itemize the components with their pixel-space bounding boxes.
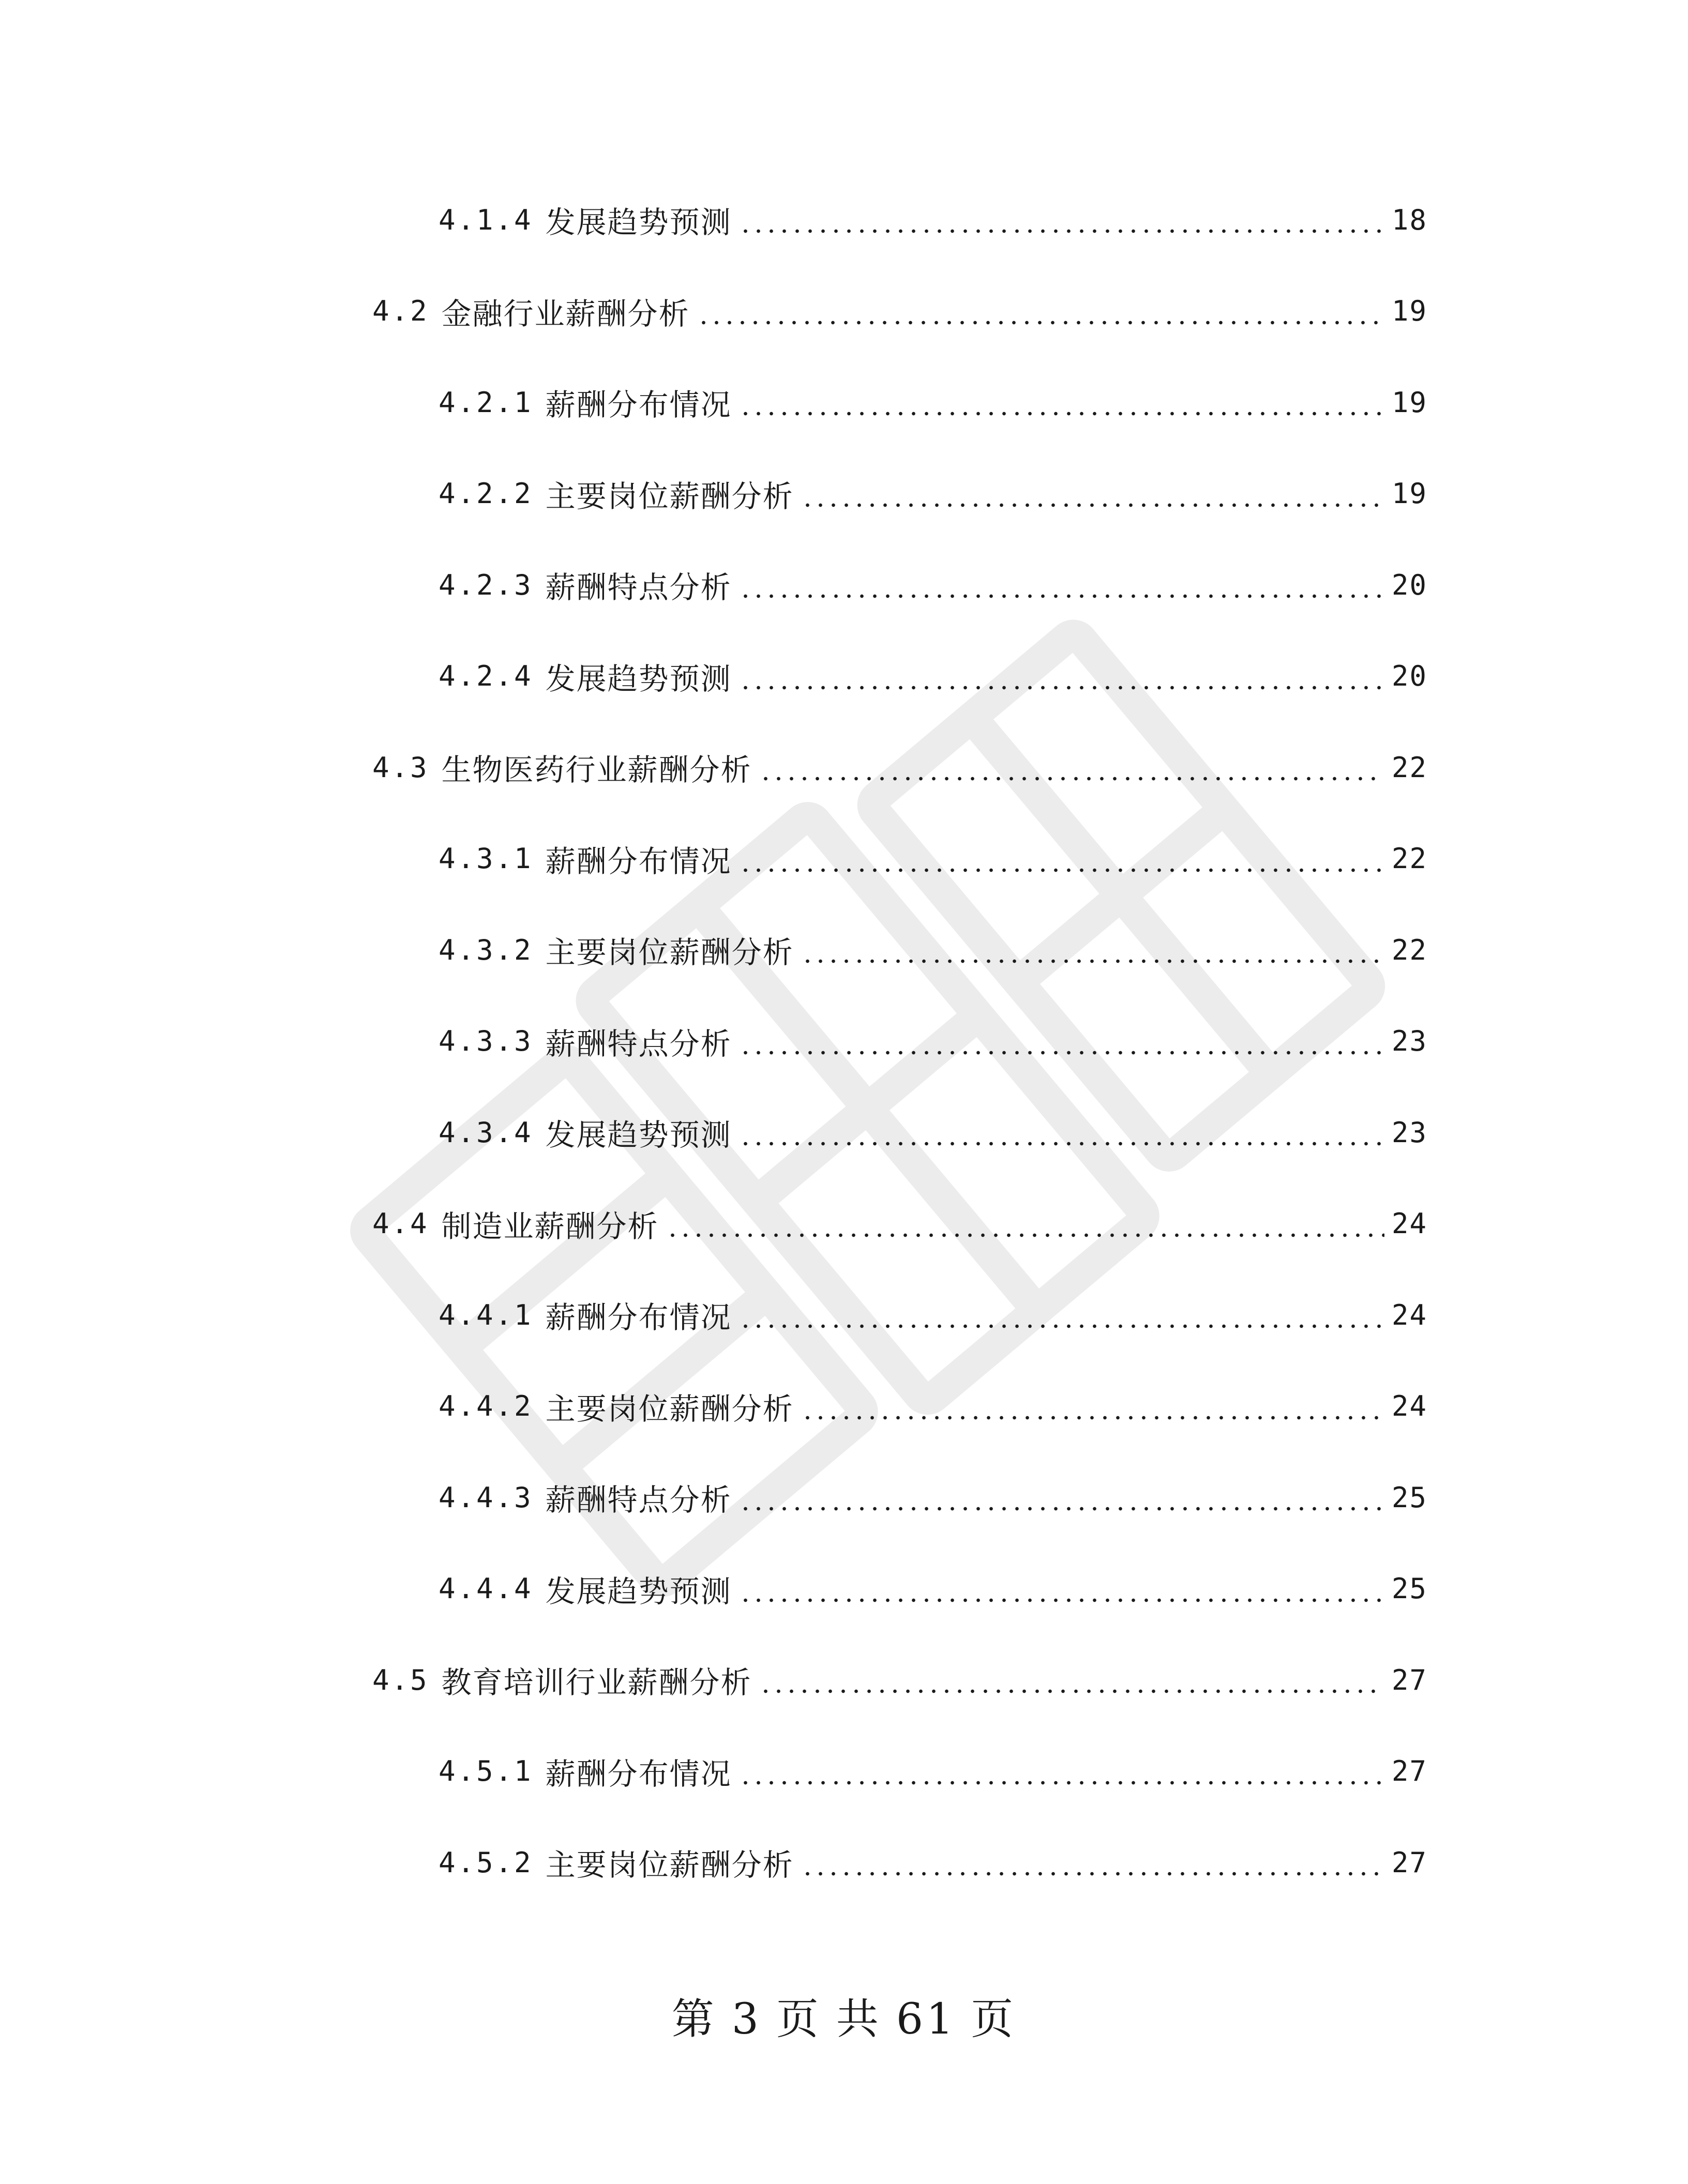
toc-entry-title: 主要岗位薪酬分析 [545, 1391, 794, 1427]
toc-entry-page-number: 23 [1391, 1116, 1427, 1149]
toc-entry[interactable] [372, 1654, 1427, 1706]
toc-dot-leader [739, 569, 1384, 600]
toc-entry-title: 薪酬分布情况 [545, 1756, 732, 1792]
page-footer [0, 1985, 1688, 2046]
toc-entry-number: 4.4.2 [439, 1390, 533, 1422]
toc-entry-title: 制造业薪酬分析 [441, 1208, 659, 1244]
toc-entry[interactable] [439, 1746, 1427, 1797]
toc-entry-number: 4.4 [372, 1207, 429, 1240]
toc-entry-title: 生物医药行业薪酬分析 [441, 752, 752, 787]
toc-entry-number: 4.4.4 [439, 1572, 533, 1605]
toc-entry-title: 薪酬特点分析 [545, 1482, 732, 1518]
toc-entry-title: 发展趋势预测 [545, 661, 732, 696]
toc-entry-title: 主要岗位薪酬分析 [545, 478, 794, 514]
toc-entry-page-number: 27 [1391, 1663, 1427, 1696]
toc-dot-leader [801, 1847, 1384, 1878]
toc-entry-number: 4.2 [372, 295, 429, 327]
toc-dot-leader [801, 478, 1384, 509]
toc-entry-title: 薪酬分布情况 [545, 1300, 732, 1335]
toc-entry-number: 4.2.2 [439, 477, 533, 510]
toc-entry-number: 4.3.2 [439, 933, 533, 966]
toc-dot-leader [739, 1573, 1384, 1604]
toc-entry-title: 薪酬分布情况 [545, 843, 732, 879]
toc-entry-title: 主要岗位薪酬分析 [545, 935, 794, 970]
toc-entry-page-number: 18 [1391, 203, 1427, 236]
toc-entry-number: 4.3.4 [439, 1116, 533, 1149]
toc-dot-leader [739, 661, 1384, 692]
toc-dot-leader [739, 1482, 1384, 1513]
toc-entry-number: 4.5.2 [439, 1846, 533, 1879]
footer-prefix: 第 [671, 1995, 717, 2044]
toc-entry-number: 4.5 [372, 1663, 429, 1696]
toc-entry[interactable] [439, 1015, 1427, 1067]
toc-entry-page-number: 20 [1391, 660, 1427, 692]
toc-dot-leader [739, 387, 1384, 418]
toc-entry-page-number: 20 [1391, 568, 1427, 601]
toc-entry-page-number: 25 [1391, 1481, 1427, 1514]
toc-entry[interactable] [439, 833, 1427, 885]
toc-entry-title: 薪酬分布情况 [545, 387, 732, 422]
toc-entry-number: 4.5.1 [439, 1755, 533, 1787]
toc-entry-page-number: 27 [1391, 1846, 1427, 1879]
toc-entry-number: 4.2.4 [439, 660, 533, 692]
toc-entry-page-number: 19 [1391, 386, 1427, 419]
toc-entry-page-number: 25 [1391, 1572, 1427, 1605]
toc-entry[interactable] [439, 376, 1427, 428]
footer-total-word: 共 [836, 1995, 882, 2044]
footer-suffix: 页 [971, 1995, 1017, 2044]
toc-entry-number: 4.3.3 [439, 1025, 533, 1057]
toc-entry-title: 薪酬特点分析 [545, 570, 732, 605]
toc-dot-leader [759, 1664, 1384, 1695]
toc-entry-page-number: 24 [1391, 1390, 1427, 1422]
toc-entry[interactable] [439, 468, 1427, 520]
toc-entry-page-number: 24 [1391, 1298, 1427, 1331]
toc-entry-number: 4.4.1 [439, 1298, 533, 1331]
toc-entry-title: 发展趋势预测 [545, 1573, 732, 1609]
toc-dot-leader [739, 204, 1384, 235]
toc-entry-title: 主要岗位薪酬分析 [545, 1847, 794, 1883]
toc-entry-title: 发展趋势预测 [545, 205, 732, 240]
toc-entry-page-number: 19 [1391, 477, 1427, 510]
toc-entry-number: 4.1.4 [439, 203, 533, 236]
toc-entry-number: 4.3 [372, 751, 429, 784]
toc-dot-leader [759, 752, 1384, 783]
toc-entry[interactable] [439, 1837, 1427, 1888]
toc-dot-leader [739, 1026, 1384, 1057]
toc-entry[interactable] [439, 650, 1427, 702]
footer-total-pages: 61 [896, 1995, 957, 2044]
toc-dot-leader [739, 1117, 1384, 1148]
toc-entry-title: 发展趋势预测 [545, 1117, 732, 1152]
toc-entry[interactable] [439, 1106, 1427, 1158]
toc-entry-number: 4.3.1 [439, 842, 533, 875]
toc-entry-page-number: 22 [1391, 751, 1427, 784]
toc-entry-page-number: 27 [1391, 1755, 1427, 1787]
toc-entry-page-number: 19 [1391, 295, 1427, 327]
toc-entry[interactable] [439, 1289, 1427, 1341]
toc-dot-leader [801, 934, 1384, 965]
toc-entry[interactable] [372, 1198, 1427, 1250]
footer-current-page: 3 [731, 1995, 762, 2044]
toc-entry-title: 教育培训行业薪酬分析 [441, 1665, 752, 1700]
toc-entry[interactable] [439, 194, 1427, 246]
toc-entry-number: 4.2.1 [439, 386, 533, 419]
toc-entry[interactable] [372, 741, 1427, 793]
toc-entry[interactable] [372, 285, 1427, 337]
toc-entry-page-number: 23 [1391, 1025, 1427, 1057]
toc-entry-page-number: 22 [1391, 842, 1427, 875]
toc-entry-page-number: 24 [1391, 1207, 1427, 1240]
toc-dot-leader [697, 296, 1384, 327]
toc-entry[interactable] [439, 1563, 1427, 1615]
toc-dot-leader [666, 1208, 1384, 1239]
toc-dot-leader [801, 1391, 1384, 1422]
toc-entry-number: 4.2.3 [439, 568, 533, 601]
toc-entry-title: 金融行业薪酬分析 [441, 296, 690, 331]
toc-entry-number: 4.4.3 [439, 1481, 533, 1514]
toc-entry[interactable] [439, 559, 1427, 611]
toc-entry[interactable] [439, 1472, 1427, 1523]
toc-dot-leader [739, 1756, 1384, 1787]
toc-dot-leader [739, 843, 1384, 874]
toc-dot-leader [739, 1299, 1384, 1330]
toc-entry[interactable] [439, 924, 1427, 976]
toc-entry-title: 薪酬特点分析 [545, 1026, 732, 1061]
toc-entry[interactable] [439, 1381, 1427, 1432]
toc-entry-page-number: 22 [1391, 933, 1427, 966]
footer-page-word: 页 [776, 1995, 822, 2044]
